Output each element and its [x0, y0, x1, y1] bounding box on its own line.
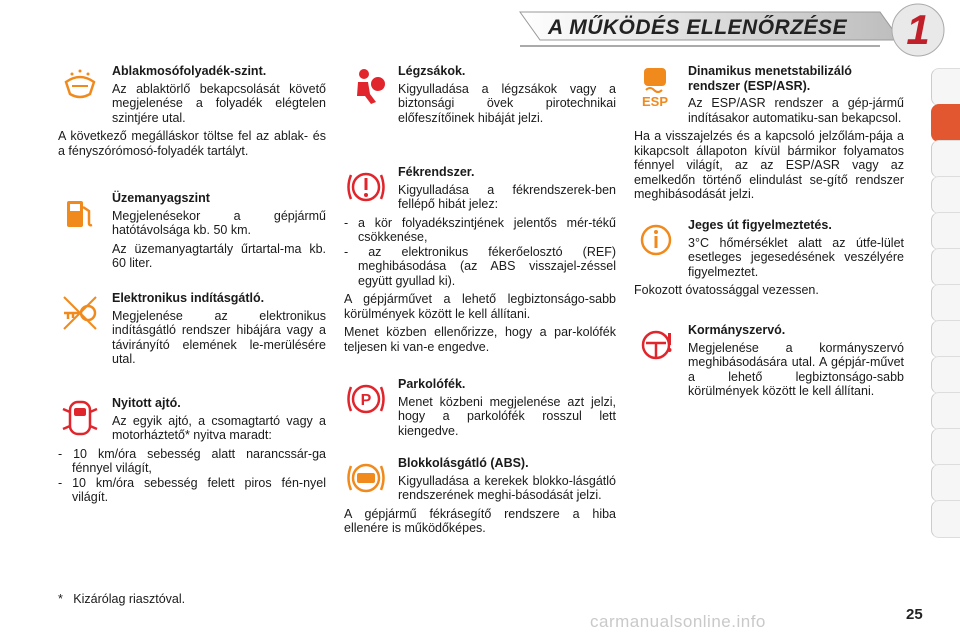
svg-text:P: P — [360, 392, 372, 409]
section-power-steering — [634, 323, 904, 399]
chapter-tab[interactable] — [931, 356, 960, 394]
section-title: Dinamikus menetstabilizáló rendszer (ESP/ASR). — [688, 64, 852, 93]
section-title: Blokkolásgátló (ABS). — [398, 456, 529, 470]
section-body: Menet közbeni megjelenése azt jelzi, hogy a parkolófék rosszul lett kiengedve. — [398, 394, 616, 438]
chapter-tab[interactable] — [931, 500, 960, 538]
page-title: A MŰKÖDÉS ELLENŐRZÉSE — [548, 16, 848, 39]
section-body: Az ablaktörlő bekapcsolását követő megjelenése a folyadék elégtelen szintjére utal. — [112, 81, 326, 125]
brake-warning-icon — [344, 165, 388, 209]
chapter-tab[interactable] — [931, 464, 960, 502]
abs-icon — [344, 456, 388, 500]
section-body: Megjelenésekor a gépjármű hatótávolsága kb. 50 km. — [112, 208, 326, 237]
page-number: 25 — [906, 606, 923, 623]
list-item: - az elektronikus fékerőelosztó (REF) meghibásodása (az ABS visszajel-zéssel együtt gyullad ki). — [344, 244, 616, 288]
section-title: Elektronikus indításgátló. — [112, 291, 265, 305]
page-header — [0, 0, 960, 62]
parking-brake-icon — [344, 377, 388, 421]
chapter-tab[interactable] — [931, 428, 960, 466]
brake-causes-list — [344, 216, 616, 289]
list-item: - 10 km/óra sebesség felett piros fén-nyel világít. — [58, 475, 326, 504]
immobiliser-key-icon — [58, 291, 102, 335]
section-title: Fékrendszer. — [398, 165, 475, 179]
section-abs — [344, 456, 616, 536]
section-esp — [634, 64, 904, 202]
fuel-pump-icon — [58, 191, 102, 235]
list-item: - a kör folyadékszintjének jelentős mér-tékű csökkenése, — [344, 215, 616, 244]
section-parking-brake — [344, 377, 616, 438]
chapter-tab[interactable] — [931, 68, 960, 106]
section-note: Fokozott óvatossággal vezessen. — [634, 283, 819, 297]
section-note: A következő megálláskor töltse fel az ablak- és a fényszórómosó-folyadék tartályt. — [58, 129, 326, 158]
chapter-tab[interactable] — [931, 284, 960, 322]
section-title: Ablakmosófolyadék-szint. — [112, 64, 267, 78]
section-title: Légzsákok. — [398, 64, 466, 78]
washer-fluid-icon — [58, 64, 102, 108]
chapter-tab[interactable] — [931, 320, 960, 358]
chapter-tab-active[interactable] — [931, 104, 960, 142]
section-ice-warning — [634, 218, 904, 298]
section-body-2: Az üzemanyagtartály űrtartal-ma kb. 60 liter. — [112, 241, 326, 270]
section-airbag — [344, 64, 616, 125]
esp-icon — [634, 64, 678, 108]
chapter-tab[interactable] — [931, 212, 960, 250]
section-note-2: Menet közben ellenőrizze, hogy a par-kolófék teljesen ki van-e engedve. — [344, 325, 616, 354]
list-item: - 10 km/óra sebesség alatt narancssár-ga fénnyel világít, — [58, 446, 326, 475]
section-body: Megjelenése az elektronikus indításgátló rendszer hibájára vagy a távirányító elemének le-merülésére utal. — [112, 308, 326, 366]
chapter-tab[interactable] — [931, 176, 960, 214]
section-body: Az ESP/ASR rendszer a gép-jármű indításakor automatiku-san bekapcsol. — [688, 96, 904, 125]
section-body: Kigyulladása a fékrendszerek-ben fellépő hibát jelez: — [398, 182, 616, 211]
section-title: Üzemanyagszint — [112, 191, 210, 205]
footnote: * Kizárólag riasztóval. — [58, 592, 186, 606]
section-fuel — [58, 191, 326, 271]
section-body: 3°C hőmérséklet alatt az útfe-lület esetleges jegesedésének veszélyére figyelmeztet. — [688, 235, 904, 279]
info-warning-icon — [634, 218, 678, 262]
section-body: Megjelenése a kormányszervó meghibásodására utal. A gépjár-művet a lehető legbiztonságo-sabb körülmények között le kell állítani. — [688, 340, 904, 398]
watermark: carmanualsonline.info — [590, 612, 766, 631]
steering-warning-icon — [634, 323, 678, 367]
section-title: Parkolófék. — [398, 377, 466, 391]
section-title: Jeges út figyelmeztetés. — [688, 218, 832, 232]
chapter-tab[interactable] — [931, 248, 960, 286]
open-door-icon — [58, 396, 102, 440]
section-body: Kigyulladása a légzsákok vagy a biztonsági övek pirotechnikai előfeszítőinek hibáját jelzi. — [398, 81, 616, 125]
section-open-door — [58, 396, 326, 505]
section-immobiliser — [58, 291, 326, 367]
section-brake-system — [344, 165, 616, 354]
section-title: Kormányszervó. — [688, 323, 786, 337]
section-body: Az egyik ajtó, a csomagtartó vagy a motorháztető* nyitva maradt: — [112, 413, 326, 442]
section-body: Kigyulladása a kerekek blokko-lásgátló rendszerének meghi-básodását jelzi. — [398, 473, 616, 502]
chapter-tab[interactable] — [931, 392, 960, 430]
airbag-icon — [344, 64, 388, 108]
section-washer-fluid — [58, 64, 326, 158]
esp-icon-label: ESP — [641, 94, 669, 108]
door-conditions-list — [58, 447, 326, 505]
section-note: A gépjármű fékrásegítő rendszere a hiba ellenére is működőképes. — [344, 506, 616, 535]
section-title: Nyitott ajtó. — [112, 396, 181, 410]
section-note: A gépjárművet a lehető legbiztonságo-sabb körülmények között le kell állítani. — [344, 292, 616, 321]
chapter-number: 1 — [906, 6, 930, 53]
chapter-tab[interactable] — [931, 140, 960, 178]
section-note: Ha a visszajelzés és a kapcsoló jelzőlám-pája a kikapcsolt állapoton kívül bármikor folyamatos fénnyel világít, az az ESP/ASR vagy az emelkedőn történő elindulást se-gítő rendszer meghibásodását jelzi. — [634, 129, 904, 201]
